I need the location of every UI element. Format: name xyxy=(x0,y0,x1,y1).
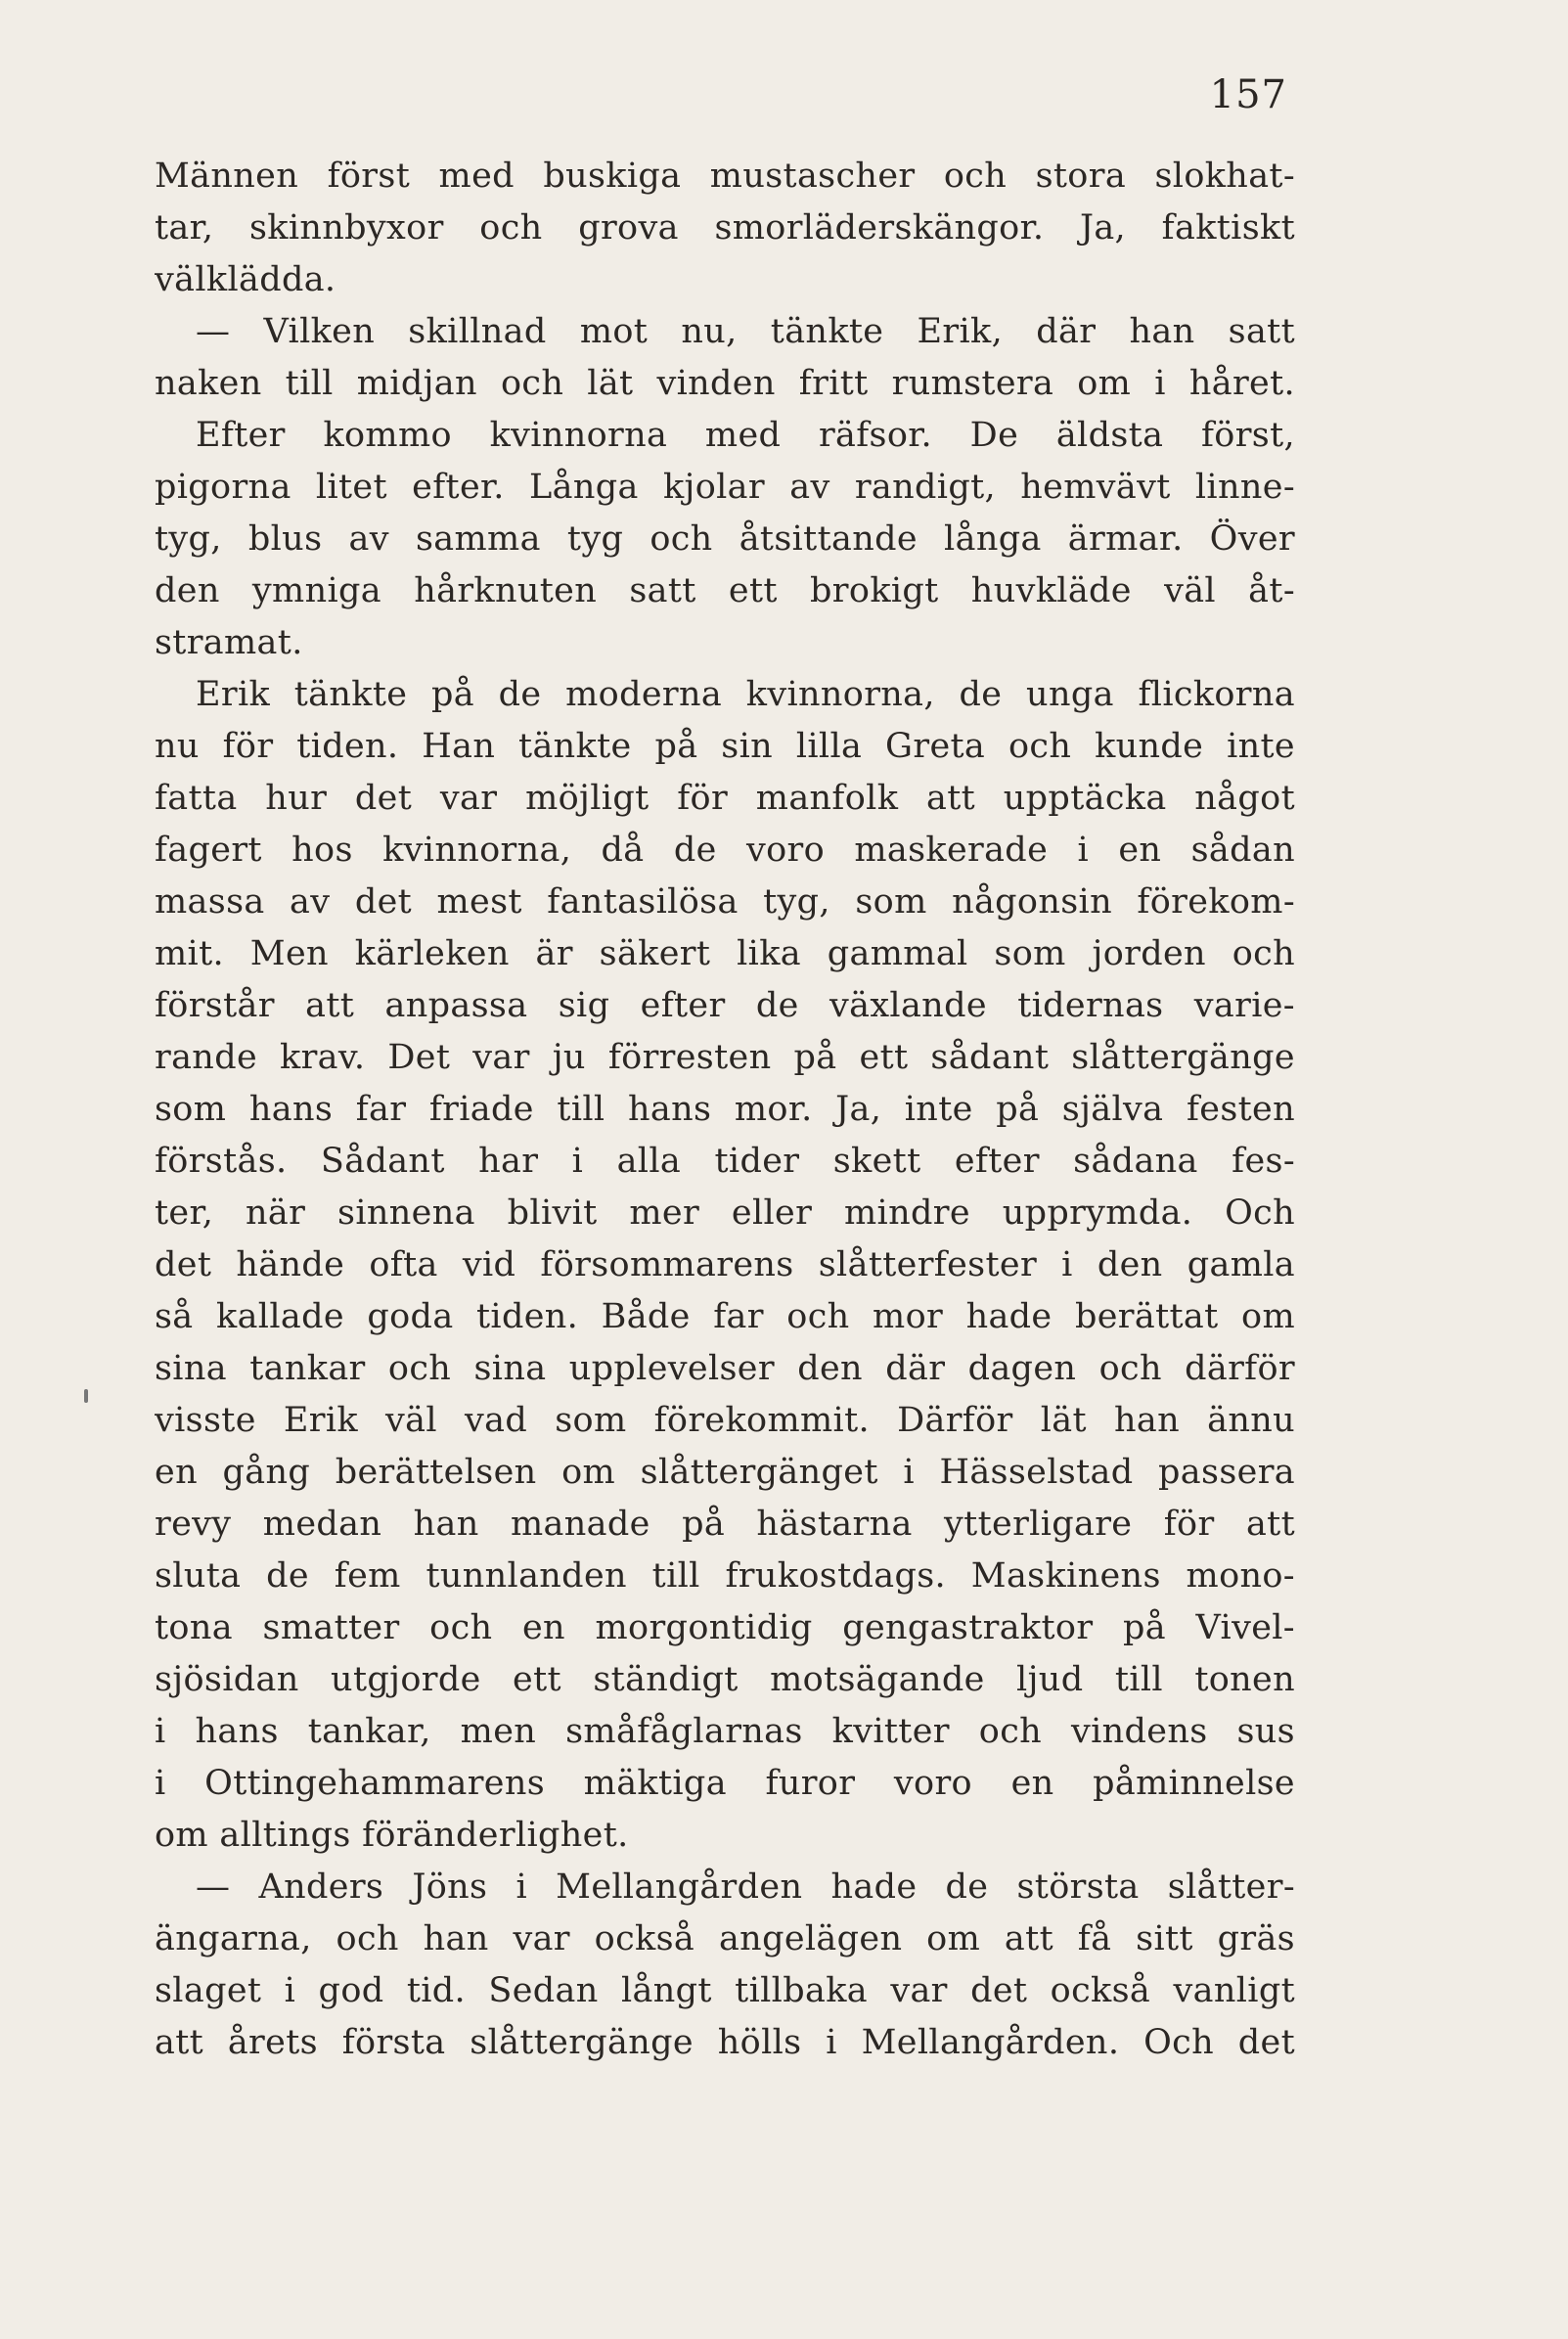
text-line: rande krav. Det var ju förresten på ett sådant slåttergänge xyxy=(155,1038,1295,1077)
text-line: välklädda. xyxy=(155,260,336,299)
text-line: — Vilken skillnad mot nu, tänkte Erik, där han satt xyxy=(196,312,1295,351)
text-line: tyg, blus av samma tyg och åtsittande långa ärmar. Över xyxy=(155,519,1295,559)
text-line: fatta hur det var möjligt för manfolk att upptäcka något xyxy=(155,779,1295,818)
text-line: massa av det mest fantasilösa tyg, som någonsin förekom- xyxy=(155,882,1295,922)
text-line: visste Erik väl vad som förekommit. Därför lät han ännu xyxy=(155,1401,1295,1440)
text-line: slaget i god tid. Sedan långt tillbaka var det också vanligt xyxy=(155,1971,1295,2010)
text-line: sina tankar och sina upplevelser den där dagen och därför xyxy=(155,1349,1295,1388)
text-line: om alltings föränderlighet. xyxy=(155,1816,629,1855)
text-line: naken till midjan och lät vinden fritt rumstera om i håret. xyxy=(155,364,1295,403)
text-line: Efter kommo kvinnorna med räfsor. De äldsta först, xyxy=(196,416,1295,455)
text-line: det hände ofta vid försommarens slåtterfester i den gamla xyxy=(155,1245,1295,1284)
page-number: 157 xyxy=(1209,72,1287,117)
text-line: sjösidan utgjorde ett ständigt motsägande ljud till tonen xyxy=(155,1660,1295,1699)
text-line: nu för tiden. Han tänkte på sin lilla Greta och kunde inte xyxy=(155,727,1295,766)
text-line: en gång berättelsen om slåttergänget i Hässelstad passera xyxy=(155,1453,1295,1492)
text-line: stramat. xyxy=(155,623,303,662)
text-line: ängarna, och han var också angelägen om att få sitt gräs xyxy=(155,1919,1295,1958)
text-line: pigorna litet efter. Långa kjolar av randigt, hemvävt linne- xyxy=(155,468,1295,507)
text-line: i Ottingehammarens mäktiga furor voro en påminnelse xyxy=(155,1764,1295,1803)
text-line: som hans far friade till hans mor. Ja, inte på själva festen xyxy=(155,1090,1295,1129)
text-line: i hans tankar, men småfåglarnas kvitter och vindens sus xyxy=(155,1712,1295,1751)
text-line: Erik tänkte på de moderna kvinnorna, de unga flickorna xyxy=(196,675,1295,714)
text-line: revy medan han manade på hästarna ytterligare för att xyxy=(155,1505,1295,1544)
text-line: att årets första slåttergänge hölls i Mellangården. Och det xyxy=(155,2023,1295,2062)
text-line: så kallade goda tiden. Både far och mor hade berättat om xyxy=(155,1297,1295,1336)
text-line: — Anders Jöns i Mellangården hade de största slåtter- xyxy=(196,1867,1295,1907)
text-line: Männen först med buskiga mustascher och stora slokhat- xyxy=(155,157,1295,196)
text-line: mit. Men kärleken är säkert lika gammal som jorden och xyxy=(155,934,1295,973)
text-line: fagert hos kvinnorna, då de voro maskerade i en sådan xyxy=(155,831,1295,870)
text-line: tona smatter och en morgontidig gengastraktor på Vivel- xyxy=(155,1608,1295,1647)
text-line: ter, när sinnena blivit mer eller mindre upprymda. Och xyxy=(155,1193,1295,1233)
text-line: sluta de fem tunnlanden till frukostdags. Maskinens mono- xyxy=(155,1556,1295,1596)
text-line: förstås. Sådant har i alla tider skett efter sådana fes- xyxy=(155,1142,1295,1181)
ink-speck xyxy=(84,1389,88,1403)
text-line: tar, skinnbyxor och grova smorläderskängor. Ja, faktiskt xyxy=(155,208,1295,247)
text-line: den ymniga hårknuten satt ett brokigt huvkläde väl åt- xyxy=(155,571,1295,610)
text-line: förstår att anpassa sig efter de växlande tidernas varie- xyxy=(155,986,1295,1025)
body-text xyxy=(155,151,1295,2069)
